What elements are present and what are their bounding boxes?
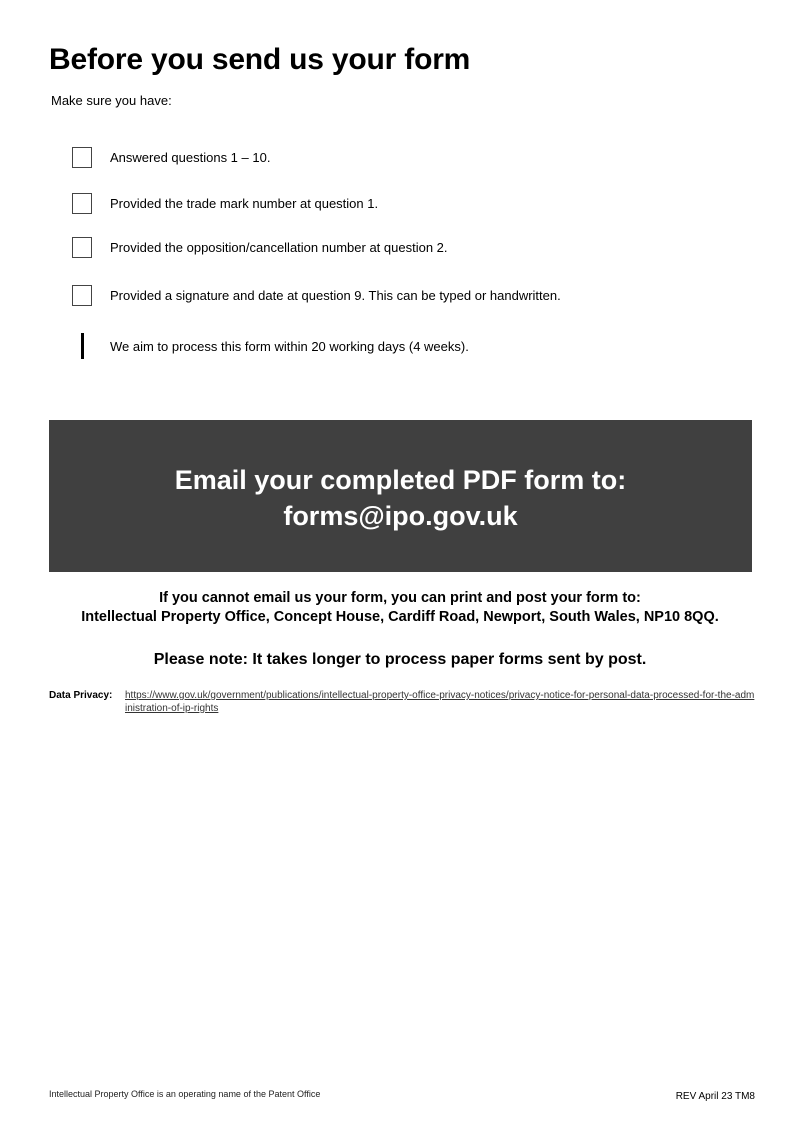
footer-revision: REV April 23 TM8 xyxy=(675,1091,755,1102)
checkbox[interactable] xyxy=(72,147,92,168)
footer-office-note: Intellectual Property Office is an operating name of the Patent Office xyxy=(49,1089,321,1099)
processing-note: We aim to process this form within 20 working days (4 weeks). xyxy=(110,339,469,354)
checklist-item-signature xyxy=(72,285,712,309)
checklist-label: Answered questions 1 – 10. xyxy=(110,150,271,165)
postal-address: Intellectual Property Office, Concept House, Cardiff Road, Newport, South Wales, NP10 8QQ. xyxy=(81,609,719,625)
checklist-label: Provided a signature and date at question 9. This can be typed or handwritten. xyxy=(110,288,561,303)
checklist-label: Provided the opposition/cancellation number at question 2. xyxy=(110,240,448,255)
page-title: Before you send us your form xyxy=(49,43,471,76)
paper-forms-note: Please note: It takes longer to process paper forms sent by post. xyxy=(153,651,647,668)
checklist-item-trade-mark-number xyxy=(72,193,712,217)
checklist-item-opposition-number xyxy=(72,237,712,261)
intro-text: Make sure you have: xyxy=(51,93,172,108)
postal-instructions: If you cannot email us your form, you can print and post your form to: xyxy=(159,590,641,606)
checkbox[interactable] xyxy=(72,285,92,306)
email-heading: Email your completed PDF form to: xyxy=(174,465,627,495)
checklist-item-questions xyxy=(72,147,712,171)
checklist-label: Provided the trade mark number at question 1. xyxy=(110,196,379,211)
email-address-link[interactable]: forms@ipo.gov.uk xyxy=(283,501,518,531)
checkbox[interactable] xyxy=(72,237,92,258)
privacy-notice-link[interactable]: https://www.gov.uk/government/publications/intellectual-property-office-privacy-notices/privacy-notice-for-personal-data-processed-for-the-administration-of-ip-rights xyxy=(125,690,755,714)
data-privacy-label: Data Privacy: xyxy=(49,690,113,701)
note-bar xyxy=(81,333,84,359)
email-box xyxy=(49,420,752,572)
checkbox[interactable] xyxy=(72,193,92,214)
